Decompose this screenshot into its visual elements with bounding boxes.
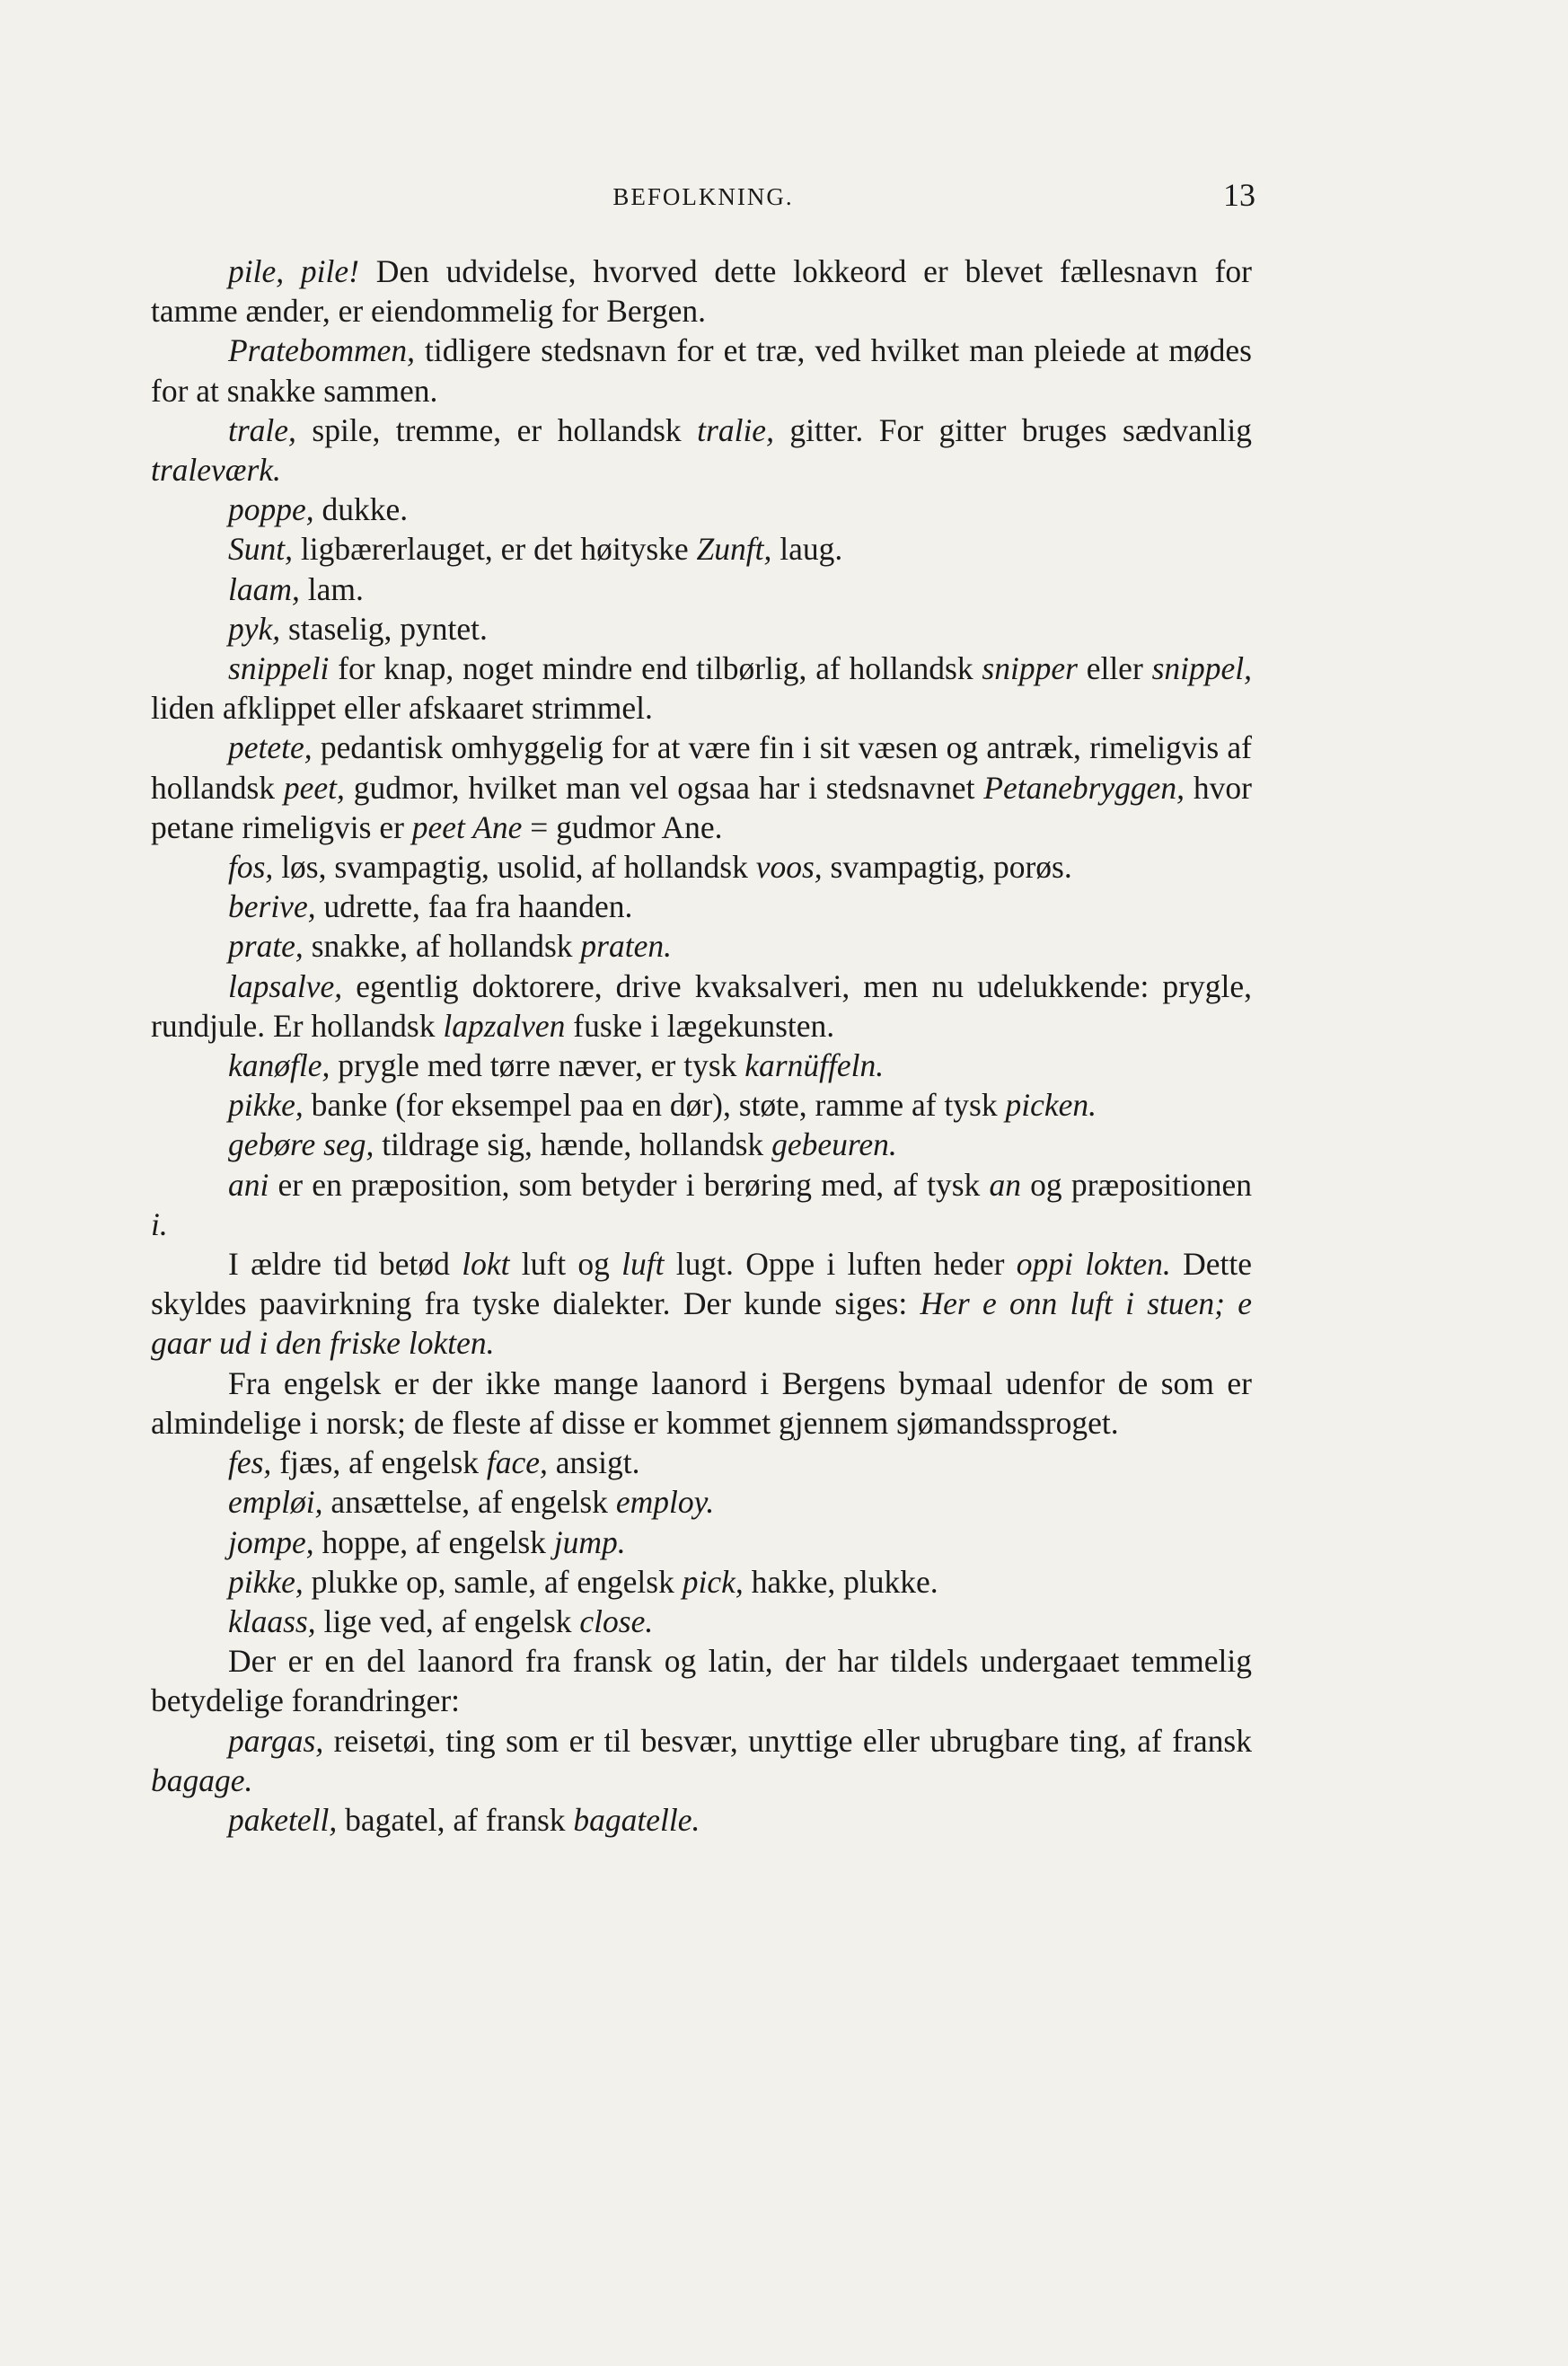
paragraph — [151, 649, 1252, 728]
italic-term: empløi, — [228, 1484, 323, 1521]
italic-term: face, — [486, 1444, 548, 1481]
italic-term: Zunft, — [696, 531, 772, 568]
text-run: dukke. — [313, 491, 409, 528]
text-run: Den udvidelse, hvorved dette lokkeord er blevet fællesnavn for tamme ænder, er eiendommelig for Bergen. — [151, 253, 1252, 330]
italic-term: snipper — [982, 650, 1078, 687]
italic-term: peet, — [283, 769, 345, 806]
italic-term: pyk, — [228, 610, 281, 647]
italic-term: close. — [579, 1602, 654, 1639]
text-run: lam. — [299, 570, 364, 607]
text-run: og præpositionen — [1020, 1166, 1252, 1203]
text-run: Fra engelsk er der ikke mange laanord i Bergens bymaal udenfor de som er almindelige i norsk; de fleste af disse er kommet gjennem sjømandssproget. — [151, 1364, 1252, 1441]
paragraph — [151, 887, 1252, 926]
paragraph — [151, 1482, 1252, 1522]
italic-term: klaass, — [228, 1602, 316, 1639]
text-run: Der er en del laanord fra fransk og latin, der har tildels undergaaet temmelig betydelige forandringer: — [151, 1643, 1252, 1719]
paragraph — [151, 1443, 1252, 1482]
italic-term: pargas, — [228, 1722, 324, 1759]
paragraph — [151, 1125, 1252, 1164]
italic-term: karnüffeln. — [744, 1047, 885, 1084]
text-run: luft og — [509, 1246, 622, 1283]
paragraph — [151, 1721, 1252, 1800]
text-run: spile, tremme, er hollandsk — [295, 411, 698, 448]
italic-term: pikke, — [228, 1087, 304, 1124]
text-run: eller — [1077, 650, 1152, 687]
paragraph — [151, 1641, 1252, 1720]
body-text — [151, 252, 1252, 1840]
text-run: løs, svampagtig, usolid, af hollandsk — [273, 849, 756, 886]
italic-term: pick, — [682, 1563, 744, 1600]
italic-term: an — [989, 1166, 1021, 1203]
paragraph — [151, 411, 1252, 490]
text-run: liden afklippet eller afskaaret strimmel. — [151, 690, 653, 727]
paragraph — [151, 1800, 1252, 1840]
text-run: gitter. For gitter bruges sædvanlig — [773, 411, 1252, 448]
paragraph — [151, 728, 1252, 847]
italic-term: peet Ane — [411, 808, 523, 845]
paragraph — [151, 1523, 1252, 1562]
text-run: ligbærerlauget, er det høityske — [293, 531, 697, 568]
page-number: 13 — [1223, 177, 1255, 213]
italic-term: pile, pile! — [228, 253, 359, 289]
paragraph — [151, 252, 1252, 331]
text-run: lige ved, af engelsk — [315, 1602, 580, 1639]
text-run: laug. — [771, 531, 843, 568]
text-run: tildrage sig, hænde, hollandsk — [374, 1126, 772, 1163]
italic-term: bagage. — [151, 1761, 253, 1798]
paragraph — [151, 1244, 1252, 1364]
text-run: pedantisk omhyggelig for at være fin i sit væsen og antræk, rimeligvis af hollandsk — [151, 729, 1252, 806]
paragraph — [151, 1562, 1252, 1602]
running-head: BEFOLKNING. — [612, 183, 794, 210]
text-run: staselig, pyntet. — [280, 610, 488, 647]
text-run: hvor petane rimeligvis er — [151, 769, 1252, 845]
text-run: hoppe, af engelsk — [313, 1523, 554, 1560]
paragraph — [151, 1085, 1252, 1125]
text-run: bagatel, af fransk — [337, 1801, 574, 1838]
italic-term: gebeuren. — [771, 1126, 897, 1163]
paragraph — [151, 1364, 1252, 1443]
text-run: tidligere stedsnavn for et træ, ved hvilket man pleiede at mødes for at snakke sammen. — [151, 332, 1252, 409]
paragraph — [151, 1602, 1252, 1641]
italic-term: snippeli — [228, 650, 330, 687]
text-run: Dette skyldes paavirkning fra tyske dialekter. Der kunde siges: — [151, 1246, 1252, 1322]
italic-term: Petanebryggen, — [983, 769, 1185, 806]
italic-term: Sunt, — [228, 531, 293, 568]
text-run: I ældre tid betød — [228, 1246, 462, 1283]
text-run: udrette, faa fra haanden. — [315, 888, 633, 925]
text-run: ansigt. — [547, 1444, 640, 1481]
text-run: hakke, plukke. — [743, 1563, 938, 1600]
page-header — [151, 176, 1255, 221]
text-run: for knap, noget mindre end tilbørlig, af hollandsk — [329, 650, 982, 687]
italic-term: jump. — [553, 1523, 626, 1560]
text-run: svampagtig, porøs. — [822, 849, 1072, 886]
italic-term: traleværk. — [151, 452, 281, 489]
italic-term: employ. — [615, 1484, 715, 1521]
paragraph — [151, 1046, 1252, 1085]
paragraph — [151, 1165, 1252, 1244]
italic-term: tralie, — [697, 411, 774, 448]
text-run: reisetøi, ting som er til besvær, unyttige eller ubrugbare ting, af fransk — [323, 1722, 1252, 1759]
italic-term: picken. — [1005, 1087, 1097, 1124]
text-run: gudmor, hvilket man vel ogsaa har i stedsnavnet — [344, 769, 984, 806]
italic-term: lokt — [462, 1246, 510, 1283]
italic-term: fes, — [228, 1444, 272, 1481]
italic-term: ani — [228, 1166, 269, 1203]
text-run: fuske i lægekunsten. — [565, 1007, 835, 1044]
italic-term: jompe, — [228, 1523, 314, 1560]
italic-term: kanøfle, — [228, 1047, 330, 1084]
paragraph — [151, 490, 1252, 529]
text-run: plukke op, samle, af engelsk — [303, 1563, 683, 1600]
text-run: egentlig doktorere, drive kvaksalveri, men nu udelukkende: prygle, rundjule. Er hollandsk — [151, 967, 1252, 1044]
italic-term: poppe, — [228, 491, 314, 528]
italic-term: luft — [621, 1246, 665, 1283]
italic-term: pikke, — [228, 1563, 304, 1600]
italic-term: prate, — [228, 928, 304, 965]
paragraph — [151, 847, 1252, 887]
paragraph — [151, 967, 1252, 1046]
italic-term: berive, — [228, 888, 316, 925]
italic-term: snippel, — [1151, 650, 1252, 687]
paragraph — [151, 569, 1252, 609]
text-run: banke (for eksempel paa en dør), støte, ramme af tysk — [303, 1087, 1006, 1124]
italic-term: praten. — [580, 928, 672, 965]
text-run: snakke, af hollandsk — [303, 928, 581, 965]
italic-term: Her e onn luft i stuen; e gaar ud i den friske lokten. — [151, 1285, 1252, 1362]
paragraph — [151, 529, 1252, 569]
italic-term: petete, — [228, 729, 313, 766]
text-run: prygle med tørre næver, er tysk — [330, 1047, 745, 1084]
italic-term: i. — [151, 1205, 168, 1242]
text-run: fjæs, af engelsk — [271, 1444, 487, 1481]
italic-term: paketell, — [228, 1801, 338, 1838]
italic-term: laam, — [228, 570, 300, 607]
paragraph — [151, 331, 1252, 410]
paragraph — [151, 926, 1252, 966]
italic-term: voos, — [755, 849, 823, 886]
text-run: lugt. Oppe i luften heder — [664, 1246, 1017, 1283]
italic-term: lapsalve, — [228, 967, 343, 1004]
paragraph — [151, 609, 1252, 649]
italic-term: gebøre seg, — [228, 1126, 374, 1163]
italic-term: trale, — [228, 411, 296, 448]
text-run: er en præposition, som betyder i berøring med, af tysk — [269, 1166, 990, 1203]
text-run: ansættelse, af engelsk — [322, 1484, 616, 1521]
text-run: = gudmor Ane. — [522, 808, 723, 845]
italic-term: Pratebommen, — [228, 332, 416, 369]
italic-term: oppi lokten. — [1016, 1246, 1171, 1283]
italic-term: fos, — [228, 849, 274, 886]
italic-term: bagatelle. — [573, 1801, 700, 1838]
italic-term: lapzalven — [443, 1007, 566, 1044]
